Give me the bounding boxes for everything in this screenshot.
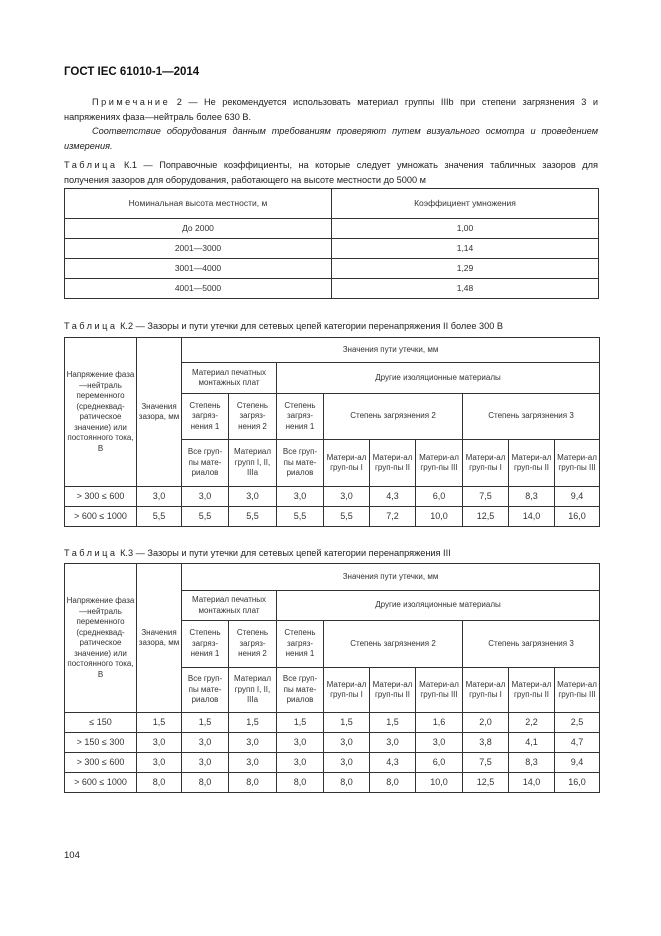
table-cell: 5,5 [277,507,324,527]
table-cell: 3,0 [277,733,324,753]
caption-text: К.3 — Зазоры и пути утечки для сетевых цепей категории перенапряжения III [117,548,451,558]
header-cell: Все груп-пы мате-риалов [277,440,324,487]
table-cell: 10,0 [416,773,463,793]
table-k1-caption [64,158,598,188]
table-cell: 1,5 [277,713,324,733]
table-row [65,239,599,259]
header-clearance: Значения зазора, мм [137,338,182,487]
table-row [65,733,600,753]
header-cell: Все груп-пы мате-риалов [182,440,229,487]
table-cell: 8,0 [277,773,324,793]
table-cell: 3,0 [277,753,324,773]
table-cell: 9,4 [555,487,600,507]
header-cell: Матери-ал груп-пы III [416,668,463,713]
caption-label: Таблица [64,160,118,170]
header-cell: Матери-ал груп-пы II [370,440,416,487]
table-row [65,487,600,507]
table-cell: 3,0 [277,487,324,507]
caption-text: К.1 — Поправочные коэффициенты, на которые следует умножать значения табличных зазоров для получения зазоров для оборудования, работающего на высоте местности до 5000 м [64,160,598,185]
table-cell: 7,5 [463,753,509,773]
table-cell: 12,5 [463,773,509,793]
header-cell: Номинальная высота местности, м [65,189,332,219]
header-cell: Степень загряз-нения 1 [182,394,229,440]
caption-text: К.2 — Зазоры и пути утечки для сетевых цепей категории перенапряжения II более 300 В [117,321,504,331]
table-cell: 2,5 [555,713,600,733]
header-voltage: Напряжение фаза—нейтраль переменного (среднеквад-ратическое значение) или постоянного тока, В [65,338,137,487]
table-cell: 1,5 [324,713,370,733]
table-k1 [64,188,599,299]
table-cell: 14,0 [509,507,555,527]
table-cell: 8,3 [509,753,555,773]
table-cell: 7,2 [370,507,416,527]
table-cell: 6,0 [416,487,463,507]
table-cell: > 150 ≤ 300 [65,733,137,753]
table-cell: До 2000 [65,219,332,239]
table-cell: 3,0 [182,487,229,507]
note-text: 2 — Не рекомендуется использовать материал группы IIIb при степени загрязнения 3 и напряжениях фаза—нейтраль более 630 В. [64,97,598,122]
header-cell: Матери-ал груп-пы I [324,668,370,713]
table-row [65,753,600,773]
table-row [65,773,600,793]
table-cell: 3,0 [137,753,182,773]
table-cell: 12,5 [463,507,509,527]
note-2 [64,95,598,125]
table-cell: 3,0 [370,733,416,753]
table-cell: 1,00 [332,219,599,239]
table-cell: 5,5 [229,507,277,527]
table-cell: 1,6 [416,713,463,733]
table-cell: 3,0 [229,733,277,753]
table-cell: 4,1 [509,733,555,753]
table-row [65,713,600,733]
table-cell: ≤ 150 [65,713,137,733]
table-cell: 1,48 [332,279,599,299]
table-row [65,279,599,299]
table-cell: 3,0 [137,733,182,753]
header-cell: Матери-ал груп-пы I [324,440,370,487]
table-cell: 1,29 [332,259,599,279]
table-cell: 3001—4000 [65,259,332,279]
table-cell: 16,0 [555,773,600,793]
table-cell: 3,0 [324,753,370,773]
table-k2 [64,337,600,527]
table-cell: 4,3 [370,487,416,507]
table-cell: 3,0 [182,753,229,773]
table-cell: 3,0 [324,487,370,507]
table-k3 [64,563,600,793]
table-cell: > 600 ≤ 1000 [65,507,137,527]
header-cell: Степень загряз-нения 2 [229,394,277,440]
table-cell: > 600 ≤ 1000 [65,773,137,793]
table-cell: 7,5 [463,487,509,507]
table-cell: 1,5 [229,713,277,733]
header-cell: Материал групп I, II, IIIa [229,440,277,487]
table-cell: > 300 ≤ 600 [65,753,137,773]
table-row [65,219,599,239]
caption-label: Таблица [64,321,118,331]
table-row [65,507,600,527]
table-cell: 1,5 [370,713,416,733]
table-cell: 1,5 [137,713,182,733]
table-cell: 2001—3000 [65,239,332,259]
table-row [65,564,600,591]
table-cell: 3,0 [229,487,277,507]
header-pcb: Материал печатных монтажных плат [182,591,277,621]
header-other: Другие изоляционные материалы [277,591,600,621]
table-cell: 3,0 [324,733,370,753]
table-cell: 3,8 [463,733,509,753]
table-cell: 4,3 [370,753,416,773]
header-cell: Степень загряз-нения 2 [229,621,277,668]
table-cell: 2,0 [463,713,509,733]
header-cell: Степень загрязнения 3 [463,394,600,440]
header-cell: Матери-ал груп-пы II [370,668,416,713]
page-number: 104 [64,850,80,861]
header-cell: Материал групп I, II, IIIa [229,668,277,713]
table-cell: 1,5 [182,713,229,733]
header-cell: Матери-ал груп-пы II [509,440,555,487]
table-cell: 4,7 [555,733,600,753]
table-cell: 2,2 [509,713,555,733]
standard-header: ГОСТ IEC 61010-1—2014 [64,66,200,78]
header-cell: Матери-ал груп-пы III [416,440,463,487]
header-cell: Степень загрязнения 2 [324,394,463,440]
table-cell: 6,0 [416,753,463,773]
table-cell: 4001—5000 [65,279,332,299]
header-creepage: Значения пути утечки, мм [182,564,600,591]
table-cell: 3,0 [229,753,277,773]
header-cell: Матери-ал груп-пы II [509,668,555,713]
table-cell: 8,0 [324,773,370,793]
compliance-text: Соответствие оборудования данным требованиям проверяют путем визуального осмотра и проведением измерения. [64,126,598,151]
table-row [65,338,600,363]
header-cell: Степень загрязнения 3 [463,621,600,668]
table-cell: 3,0 [416,733,463,753]
header-cell: Степень загрязнения 2 [324,621,463,668]
table-cell: > 300 ≤ 600 [65,487,137,507]
header-cell: Матери-ал груп-пы I [463,440,509,487]
table-k3-caption [64,546,598,561]
table-cell: 8,0 [182,773,229,793]
caption-label: Таблица [64,548,118,558]
table-cell: 1,14 [332,239,599,259]
table-cell: 8,0 [229,773,277,793]
table-cell: 9,4 [555,753,600,773]
table-cell: 10,0 [416,507,463,527]
header-creepage: Значения пути утечки, мм [182,338,600,363]
header-cell: Степень загряз-нения 1 [277,394,324,440]
header-other: Другие изоляционные материалы [277,363,600,394]
header-cell: Матери-ал груп-пы III [555,668,600,713]
header-pcb: Материал печатных монтажных плат [182,363,277,394]
table-cell: 8,0 [137,773,182,793]
header-cell: Все груп-пы мате-риалов [277,668,324,713]
header-voltage: Напряжение фаза—нейтраль переменного (среднеквад-ратическое значение) или постоянного тока, В [65,564,137,713]
table-cell: 3,0 [182,733,229,753]
header-cell: Матери-ал груп-пы I [463,668,509,713]
table-row [65,259,599,279]
table-cell: 5,5 [182,507,229,527]
note-label: Примечание [92,97,171,107]
header-cell: Коэффициент умножения [332,189,599,219]
table-cell: 14,0 [509,773,555,793]
header-cell: Степень загряз-нения 1 [182,621,229,668]
header-clearance: Значения зазора, мм [137,564,182,713]
header-cell: Матери-ал груп-пы III [555,440,600,487]
table-cell: 8,0 [370,773,416,793]
header-cell: Степень загряз-нения 1 [277,621,324,668]
header-cell: Все груп-пы мате-риалов [182,668,229,713]
table-cell: 5,5 [324,507,370,527]
table-cell: 5,5 [137,507,182,527]
table-cell: 16,0 [555,507,600,527]
table-k2-caption [64,319,598,334]
table-cell: 8,3 [509,487,555,507]
table-cell: 3,0 [137,487,182,507]
